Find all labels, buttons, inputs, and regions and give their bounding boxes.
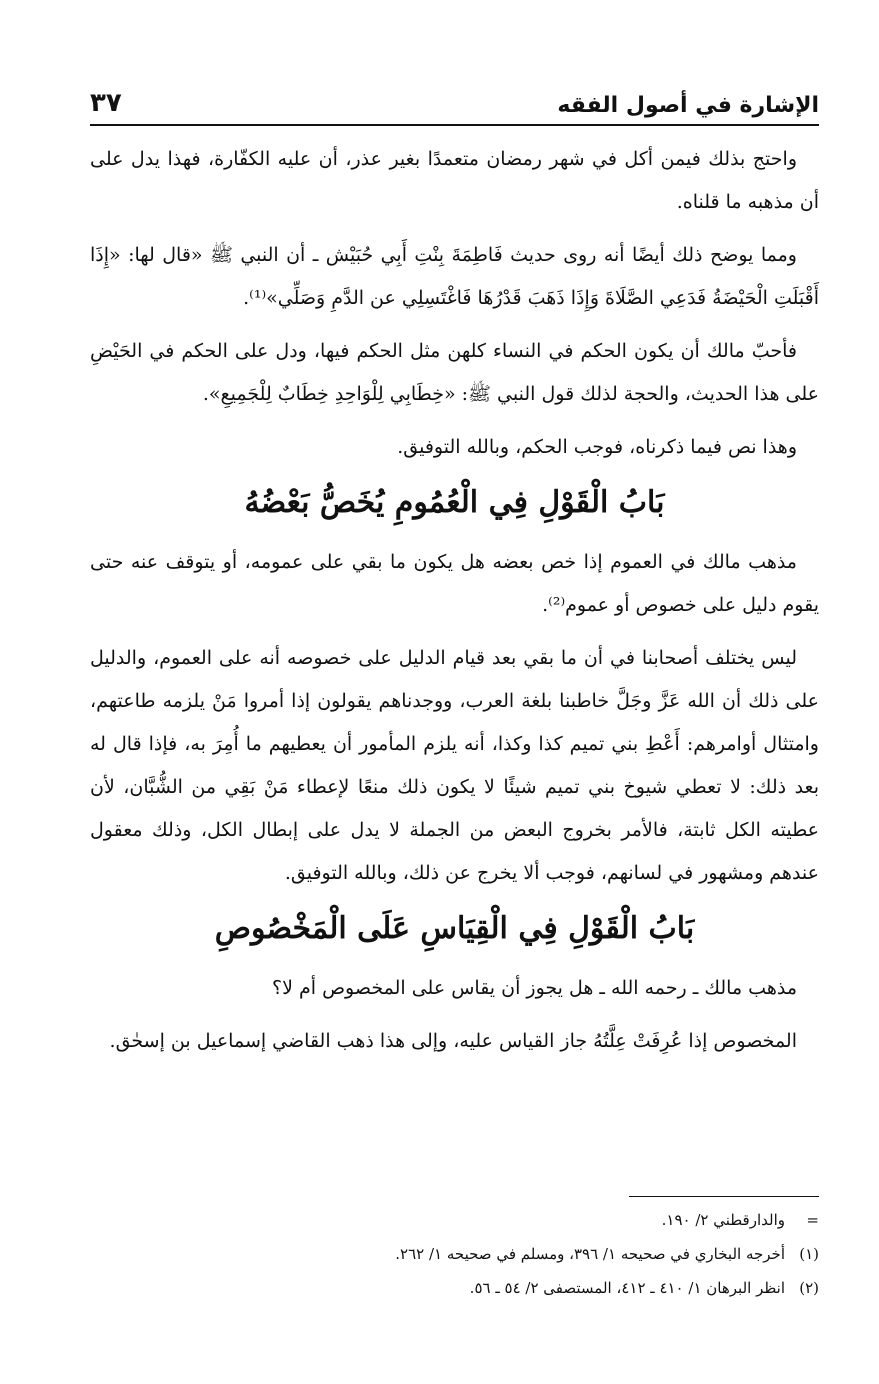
paragraph: مذهب مالك ـ رحمه الله ـ هل يجوز أن يقاس على المخصوص أم لا؟ (272, 977, 797, 999)
footnote-text: انظر البرهان ١/ ٤١٠ ـ ٤١٢، المستصفى ٢/ ٥٤ ـ ٥٦. (469, 1279, 785, 1297)
paragraph: ومما يوضح ذلك أيضًا أنه روى حديث فَاطِمَةَ بِنْتِ أَبِي حُبَيْش ـ أن النبي ﷺ «قال لها: «إِذَا أَقْبَلَتِ الْحَيْضَةُ فَدَعِي الصَّلَاةَ وَإِذَا ذَهَبَ قَدْرُهَا فَاغْتَسِلِي عن الدَّمِ وَصَلِّي»⁽¹⁾. (90, 244, 819, 309)
paragraph: فأحبّ مالك أن يكون الحكم في النساء كلهن مثل الحكم فيها، ودل على الحكم في الحَيْضِ على هذا الحديث، والحجة لذلك قول النبي ﷺ: «خِطَابِي لِلْوَاحِدِ خِطَابٌ لِلْجَمِيعِ». (90, 340, 819, 405)
paragraph: ليس يختلف أصحابنا في أن ما بقي بعد قيام الدليل على خصوصه أنه على العموم، والدليل على ذلك أن الله عَزَّ وجَلَّ خاطبنا بلغة العرب، ووجدناهم يقولون إذا أمروا مَنْ يلزمه طاعتهم، وامتثال أوامرهم: أَعْطِ بني تميم كذا وكذا، أنه يلزم المأمور أن يعطيهم ما أُمِرَ به، فإذا قال له بعد ذلك: لا تعطي شيوخ بني تميم شيئًا لا يكون ذلك منعًا لإعطاء مَنْ بَقِي من الشُّبَّان، لأن عطيته الكل ثابتة، فالأمر بخروج البعض من الجملة لا يدل على إبطال الكل، وذلك معقول عندهم ومشهور في لسانهم، فوجب ألا يخرج عن ذلك، وبالله التوفيق. (90, 647, 819, 884)
footnote-text: أخرجه البخاري في صحيحه ١/ ٣٩٦، ومسلم في صحيحه ١/ ٢٦٢. (395, 1245, 785, 1263)
paragraph: مذهب مالك في العموم إذا خص بعضه هل يكون ما بقي على عمومه، أو يتوقف عنه حتى يقوم دليل على خصوص أو عموم⁽²⁾. (90, 551, 819, 616)
paragraph: واحتج بذلك فيمن أكل في شهر رمضان متعمدًا بغير عذر، أن عليه الكفّارة، فهذا يدل على أن مذهبه ما قلناه. (90, 148, 819, 213)
footnote (90, 1237, 819, 1271)
paragraph: المخصوص إذا عُرِفَتْ عِلَّتُهُ جاز القياس عليه، وإلى هذا ذهب القاضي إسماعيل بن إسحٰق. (109, 1030, 797, 1052)
footnote-text: والدارقطني ٢/ ١٩٠. (661, 1211, 785, 1229)
main-text (90, 138, 819, 1073)
chapter-heading: بَابُ الْقَوْلِ فِي الْعُمُومِ يُخَصُّ بَعْضُهُ (244, 485, 665, 520)
footnote-divider (629, 1196, 819, 1197)
footnote-mark: (٢) (799, 1279, 819, 1297)
footnote-mark: = (806, 1211, 819, 1229)
footnotes (90, 1196, 819, 1305)
footnote (90, 1271, 819, 1305)
paragraph: وهذا نص فيما ذكرناه، فوجب الحكم، وبالله التوفيق. (397, 436, 797, 458)
page-number: ٣٧ (90, 88, 122, 118)
running-title: الإشارة في أصول الفقه (557, 93, 819, 118)
chapter-heading: بَابُ الْقَوْلِ فِي الْقِيَاسِ عَلَى الْمَخْصُوصِ (214, 911, 695, 946)
footnote-mark: (١) (799, 1245, 819, 1263)
page-header (90, 78, 819, 126)
footnote-continuation (90, 1203, 819, 1237)
